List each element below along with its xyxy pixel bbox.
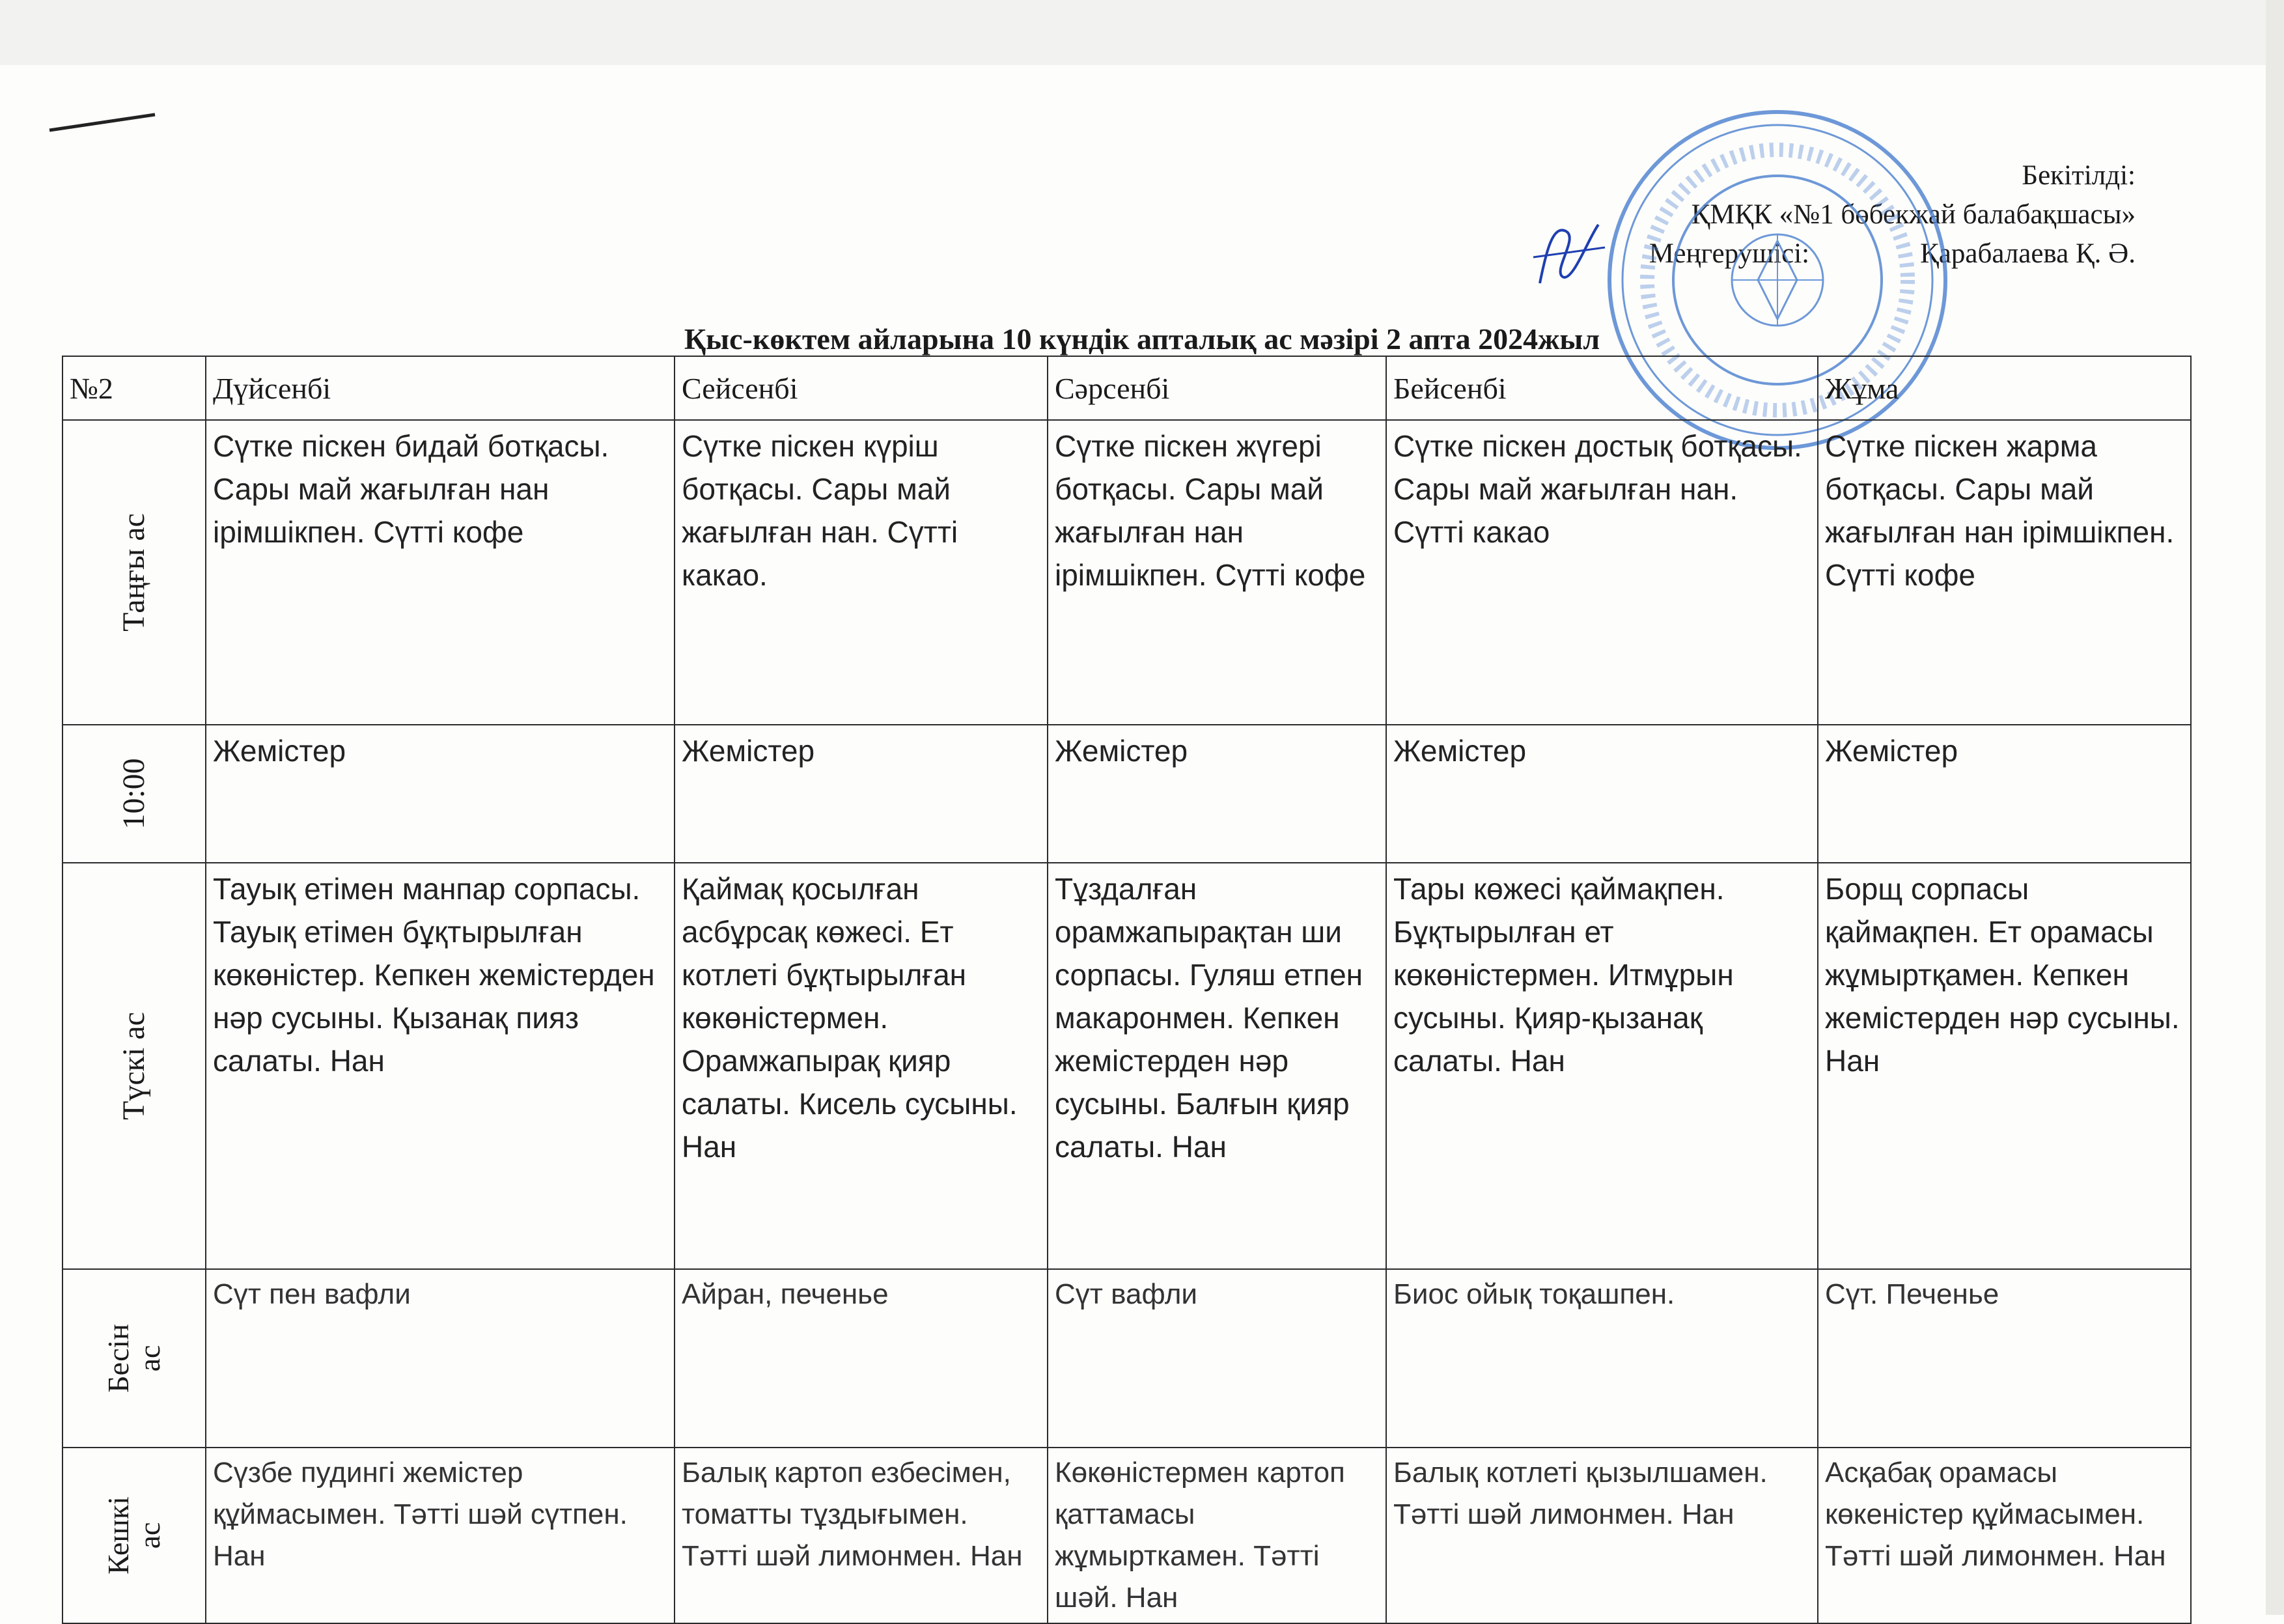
table-header-row bbox=[63, 356, 2191, 420]
menu-cell: Сүт вафли bbox=[1048, 1269, 1386, 1448]
table-row bbox=[63, 1269, 2191, 1448]
menu-cell: Сүт пен вафли bbox=[206, 1269, 675, 1448]
menu-cell: Балық картоп езбесімен, томатты тұздығымен. Тәтті шәй лимонмен. Нан bbox=[675, 1448, 1048, 1623]
menu-cell: Сүтке піскен достық ботқасы. Сары май жағылған нан. Сүтті какао bbox=[1386, 420, 1818, 725]
organization-name: ҚМҚК «№1 бөбекжай балабақшасы» bbox=[1691, 199, 2136, 230]
menu-cell: Балық котлеті қызылшамен. Тәтті шәй лимонмен. Нан bbox=[1386, 1448, 1818, 1623]
table-row bbox=[63, 863, 2191, 1269]
day-header: Сәрсенбі bbox=[1048, 356, 1386, 420]
menu-cell: Тары көжесі қаймақпен. Бұқтырылған ет көкөністермен. Итмұрын сусыны. Қияр-қызанақ салаты. Нан bbox=[1386, 863, 1818, 1269]
menu-cell: Сүтке піскен күріш ботқасы. Сары май жағылған нан. Сүтті какао. bbox=[675, 420, 1048, 725]
day-header: Бейсенбі bbox=[1386, 356, 1818, 420]
day-header: Жұма bbox=[1818, 356, 2191, 420]
pen-mark-icon bbox=[47, 112, 158, 134]
meal-label-cell bbox=[63, 1269, 206, 1448]
menu-cell: Жемістер bbox=[1386, 725, 1818, 863]
menu-cell: Жемістер bbox=[1818, 725, 2191, 863]
meal-label-cell bbox=[63, 863, 206, 1269]
signature-icon bbox=[1527, 212, 1611, 300]
day-header: Сейсенбі bbox=[675, 356, 1048, 420]
weekly-menu-table bbox=[62, 356, 2192, 1624]
meal-label-cell bbox=[63, 1448, 206, 1623]
menu-cell: Асқабақ орамасы көкеністер құймасымен. Тәтті шәй лимонмен. Нан bbox=[1818, 1448, 2191, 1623]
meal-label-cell bbox=[63, 420, 206, 725]
menu-cell: Қаймақ қосылған асбұрсақ көжесі. Ет котлеті бұқтырылған көкөністермен. Орамжапырақ қияр салаты. Кисель сусыны. Нан bbox=[675, 863, 1048, 1269]
table-row bbox=[63, 1448, 2191, 1623]
menu-cell: Жемістер bbox=[675, 725, 1048, 863]
menu-cell: Биос ойық тоқашпен. bbox=[1386, 1269, 1818, 1448]
day-header: Дүйсенбі bbox=[206, 356, 675, 420]
approved-label: Бекітілді: bbox=[2022, 160, 2136, 191]
scan-border-top bbox=[0, 0, 2284, 65]
menu-cell: Сүт. Печенье bbox=[1818, 1269, 2191, 1448]
menu-cell: Сүзбе пудингі жемістер құймасымен. Тәтті шәй сүтпен. Нан bbox=[206, 1448, 675, 1623]
scan-border-right bbox=[2266, 0, 2284, 1615]
menu-title: Қыс-көктем айларына 10 күндік апталық ас мәзірі 2 апта 2024жыл bbox=[684, 322, 1600, 356]
table-row bbox=[63, 725, 2191, 863]
meal-label: Түскі ас bbox=[117, 1012, 151, 1120]
menu-cell: Көкөністермен картоп қаттамасы жұмырткамен. Тәтті шәй. Нан bbox=[1048, 1448, 1386, 1623]
meal-label: Кешкі ас bbox=[102, 1496, 166, 1575]
menu-cell: Жемістер bbox=[1048, 725, 1386, 863]
corner-cell: №2 bbox=[63, 356, 206, 420]
menu-cell: Жемістер bbox=[206, 725, 675, 863]
manager-label: Меңгерушісі: bbox=[1649, 238, 1810, 269]
meal-label-cell bbox=[63, 725, 206, 863]
meal-label: Бесін ас bbox=[102, 1324, 166, 1393]
table-row bbox=[63, 420, 2191, 725]
manager-name: Қарабалаева Қ. Ә. bbox=[1920, 238, 2136, 269]
menu-cell: Айран, печенье bbox=[675, 1269, 1048, 1448]
menu-cell: Тауық етімен манпар сорпасы. Тауық етімен бұқтырылған көкөністер. Кепкен жемістерден нәр сусыны. Қызанақ пияз салаты. Нан bbox=[206, 863, 675, 1269]
menu-cell: Сүтке піскен бидай ботқасы. Сары май жағылған нан ірімшікпен. Сүтті кофе bbox=[206, 420, 675, 725]
menu-cell: Тұздалған орамжапырақтан ши сорпасы. Гуляш етпен макаронмен. Кепкен жемістерден нәр сусыны. Балғын қияр салаты. Нан bbox=[1048, 863, 1386, 1269]
menu-cell: Борщ сорпасы қаймақпен. Ет орамасы жұмыртқамен. Кепкен жемістерден нәр сусыны. Нан bbox=[1818, 863, 2191, 1269]
meal-label: 10:00 bbox=[117, 758, 151, 830]
menu-cell: Сүтке піскен жарма ботқасы. Сары май жағылған нан ірімшікпен. Сүтті кофе bbox=[1818, 420, 2191, 725]
menu-cell: Сүтке піскен жүгері ботқасы. Сары май жағылған нан ірімшікпен. Сүтті кофе bbox=[1048, 420, 1386, 725]
meal-label: Таңғы ас bbox=[117, 513, 151, 632]
